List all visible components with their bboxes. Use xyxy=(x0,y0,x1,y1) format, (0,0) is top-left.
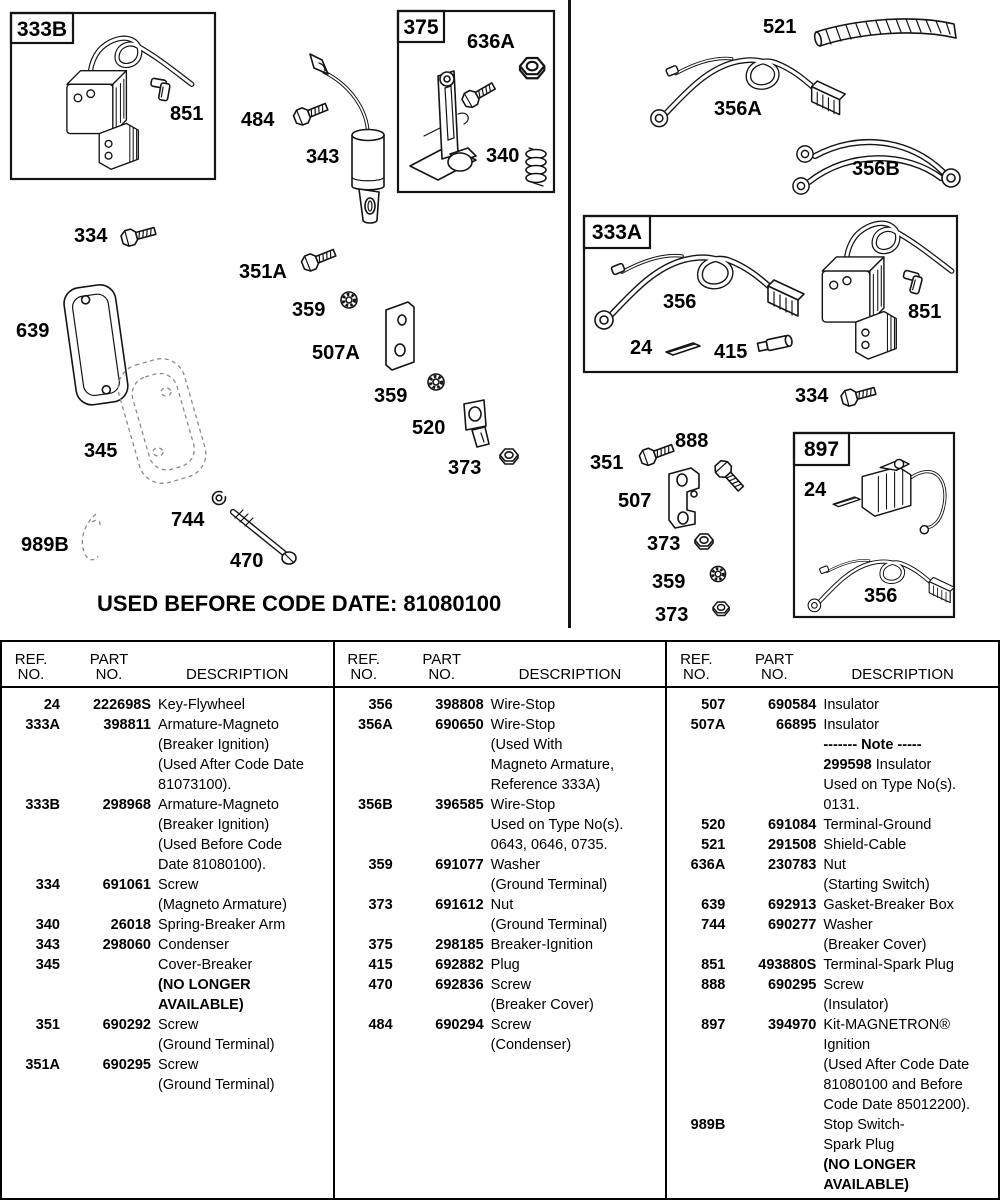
condenser-343-illustration xyxy=(310,54,384,223)
ref-no-cell: 851 xyxy=(701,957,726,973)
ref-no-cell: 356 xyxy=(368,697,393,713)
magneto-screw-334a-illustration xyxy=(120,223,157,247)
ref-no-cell: 415 xyxy=(368,957,393,973)
ref-no-cell: 639 xyxy=(701,897,726,913)
description-cell: Wire-Stop Used on Type No(s). 0643, 0646, 0735. xyxy=(490,797,624,853)
callout-24b: 24 xyxy=(804,479,827,501)
part-no-cell xyxy=(732,1115,816,1195)
description-cell: Screw (Magneto Armature) xyxy=(158,877,287,913)
part-no-header: PART NO. xyxy=(755,651,794,683)
part-no-cell: 690292 xyxy=(102,1017,151,1033)
ground-screw-351-illustration xyxy=(638,440,675,467)
callout-373b: 373 xyxy=(647,533,681,555)
callout-636A: 636A xyxy=(467,31,515,53)
ground-washer-359b-illustration xyxy=(428,374,444,390)
table-column-body xyxy=(335,688,666,1055)
insulator-507a-illustration xyxy=(386,302,414,370)
callout-359c: 359 xyxy=(652,571,686,593)
callout-334a: 334 xyxy=(74,225,108,247)
callout-744: 744 xyxy=(171,509,205,531)
part-no-cell: 298060 xyxy=(102,937,151,953)
description-cell: Cover-Breaker (NO LONGER AVAILABLE) xyxy=(158,957,253,1013)
part-no-cell: 690294 xyxy=(435,1017,484,1033)
ref-no-cell: 520 xyxy=(701,817,726,833)
table-column-3 xyxy=(667,642,998,1198)
description-cell: Armature-Magneto (Breaker Ignition) (Used Before Code Date 81080100). xyxy=(158,797,283,873)
shield-cable-521-illustration xyxy=(813,19,956,47)
table-row xyxy=(667,955,998,975)
callout-521: 521 xyxy=(763,16,797,38)
callout-851b: 851 xyxy=(908,301,942,323)
caption-used-before-code-date: USED BEFORE CODE DATE: 81080100 xyxy=(97,591,502,616)
description-cell: Screw (Condenser) xyxy=(490,1017,572,1053)
table-row xyxy=(2,955,333,1015)
part-no-cell: 394970 xyxy=(767,1017,817,1033)
description-cell: Breaker-Ignition xyxy=(490,937,594,953)
description-cell: Key-Flywheel xyxy=(158,697,246,713)
callout-24a: 24 xyxy=(630,337,653,359)
table-column-2 xyxy=(335,642,668,1198)
insulator-screw-888-illustration xyxy=(712,458,747,494)
table-row xyxy=(667,815,998,835)
description-cell: Screw (Breaker Cover) xyxy=(490,977,594,1013)
table-row xyxy=(667,1115,998,1195)
ground-nut-373a-illustration xyxy=(500,449,518,464)
armature-magneto-333a-illustration xyxy=(822,223,951,359)
description-cell: Shield-Cable xyxy=(823,837,907,853)
plug-415-illustration xyxy=(757,335,793,353)
table-row xyxy=(2,1055,333,1095)
part-no-cell: 690295 xyxy=(767,977,817,993)
ref-no-cell: 334 xyxy=(35,877,60,893)
ref-no-cell: 356B xyxy=(358,797,393,813)
ref-no-cell: 507 xyxy=(701,697,726,713)
stop-switch-989b-illustration xyxy=(82,514,100,560)
callout-415: 415 xyxy=(714,341,748,363)
part-no-cell: 493880S xyxy=(758,957,817,973)
callout-520: 520 xyxy=(412,417,446,439)
table-row xyxy=(667,695,998,715)
table-row xyxy=(667,915,998,955)
description-cell: Insulator xyxy=(823,697,879,713)
table-column-body xyxy=(667,688,998,1195)
callout-351: 351 xyxy=(590,452,624,474)
table-row xyxy=(667,715,998,815)
ref-no-cell: 340 xyxy=(35,917,60,933)
table-row xyxy=(335,895,666,935)
description-cell: Kit-MAGNETRON® Ignition (Used After Code Date 81080100 and Before Code Date 85012200). xyxy=(823,1017,971,1113)
part-no-cell: 691061 xyxy=(102,877,151,893)
part-no-cell: 690650 xyxy=(435,717,484,733)
breaker-cover-washer-744-illustration xyxy=(213,492,226,505)
ref-no-cell: 989B xyxy=(690,1117,726,1133)
table-row xyxy=(335,955,666,975)
callout-507A: 507A xyxy=(312,342,360,364)
ref-no-cell: 24 xyxy=(43,697,60,713)
table-row xyxy=(667,975,998,1015)
table-column-1 xyxy=(2,642,335,1198)
part-no-cell: 26018 xyxy=(110,917,151,933)
table-row xyxy=(2,795,333,875)
table-row xyxy=(667,895,998,915)
breaker-cover-345-illustration xyxy=(113,353,212,489)
description-header: DESCRIPTION xyxy=(186,666,289,683)
ground-nut-373c-illustration xyxy=(713,602,729,616)
callout-356-897: 356 xyxy=(864,585,898,607)
ref-no-cell: 375 xyxy=(368,937,393,953)
table-row xyxy=(335,795,666,855)
description-cell: Screw (Insulator) xyxy=(823,977,889,1013)
description-header: DESCRIPTION xyxy=(851,666,954,683)
callout-351A: 351A xyxy=(239,261,287,283)
description-cell: Terminal-Ground xyxy=(823,817,932,833)
callout-359a: 359 xyxy=(292,299,326,321)
part-no-cell: 692913 xyxy=(767,897,817,913)
table-row xyxy=(667,835,998,855)
callout-373c: 373 xyxy=(655,604,689,626)
part-no-cell: 396585 xyxy=(435,797,484,813)
table-column-body xyxy=(2,688,333,1095)
part-no-cell: 691077 xyxy=(435,857,484,873)
part-no-cell: 222698S xyxy=(92,697,151,713)
description-header: DESCRIPTION xyxy=(518,666,622,683)
description-cell: Wire-Stop xyxy=(490,697,556,713)
ref-no-cell: 343 xyxy=(35,937,60,953)
table-row xyxy=(335,935,666,955)
description-cell: Terminal-Spark Plug xyxy=(823,957,954,973)
table-row xyxy=(2,1015,333,1055)
table-header xyxy=(667,642,998,688)
description-cell: Gasket-Breaker Box xyxy=(823,897,954,913)
callout-356B: 356B xyxy=(852,158,900,180)
callout-989B: 989B xyxy=(21,534,69,556)
box-label-333B: 333B xyxy=(16,18,68,41)
table-header xyxy=(2,642,333,688)
part-no-cell: 691612 xyxy=(435,897,484,913)
callout-851a: 851 xyxy=(170,103,204,125)
description-cell: Nut (Starting Switch) xyxy=(823,857,930,893)
ref-no-cell: 888 xyxy=(701,977,726,993)
description-cell: Washer (Ground Terminal) xyxy=(490,857,608,893)
parts-list-table xyxy=(0,640,1000,1200)
ref-no-cell: 359 xyxy=(368,857,393,873)
description-cell: Screw (Ground Terminal) xyxy=(158,1057,275,1093)
ground-nut-373b-illustration xyxy=(695,534,713,549)
table-row xyxy=(335,975,666,1015)
description-cell: Washer (Breaker Cover) xyxy=(823,917,927,953)
callout-888: 888 xyxy=(675,430,709,452)
ground-screw-351a-illustration xyxy=(300,245,338,273)
ref-no-cell: 507A xyxy=(690,717,726,733)
callout-343: 343 xyxy=(306,146,340,168)
table-row xyxy=(2,915,333,935)
ground-terminal-520-illustration xyxy=(464,400,489,447)
ref-no-cell: 897 xyxy=(701,1017,726,1033)
part-no-cell: 690277 xyxy=(767,917,817,933)
ground-washer-359c-illustration xyxy=(710,566,725,581)
part-no-cell: 66895 xyxy=(776,717,817,733)
part-no-cell xyxy=(67,955,151,1015)
breaker-ignition-375-illustration xyxy=(410,71,497,180)
box-label-333A: 333A xyxy=(591,221,643,244)
ref-no-cell: 484 xyxy=(368,1017,393,1033)
description-cell: Condenser xyxy=(158,937,229,953)
table-row xyxy=(335,695,666,715)
part-no-cell: 691084 xyxy=(767,817,817,833)
flywheel-key-24b-illustration xyxy=(833,497,860,507)
part-no-cell: 298968 xyxy=(102,797,151,813)
table-row xyxy=(335,1015,666,1055)
table-row xyxy=(2,875,333,915)
part-no-cell: 291508 xyxy=(767,837,817,853)
ref-no-cell: 351 xyxy=(35,1017,60,1033)
callout-484: 484 xyxy=(241,109,275,131)
description-cell: Insulator ------- Note ----- 299598 Insulator Used on Type No(s). 0131. xyxy=(823,717,957,813)
ref-no-cell: 744 xyxy=(701,917,726,933)
ground-washer-359a-illustration xyxy=(341,292,357,308)
table-row xyxy=(667,1015,998,1115)
callout-356A: 356A xyxy=(714,98,762,120)
table-row xyxy=(2,695,333,715)
ref-no-cell: 373 xyxy=(368,897,393,913)
starting-switch-nut-636a-illustration xyxy=(520,58,544,78)
spark-plug-terminal-851b-illustration xyxy=(900,270,924,294)
description-cell: Spring-Breaker Arm xyxy=(158,917,286,933)
table-row xyxy=(667,855,998,895)
insulator-507-illustration xyxy=(669,468,699,528)
flywheel-key-24-illustration xyxy=(666,343,700,355)
callout-345: 345 xyxy=(84,440,118,462)
box-label-375: 375 xyxy=(403,16,439,39)
callout-373a: 373 xyxy=(448,457,482,479)
ref-no-cell: 345 xyxy=(35,957,60,973)
table-row xyxy=(2,715,333,795)
table-header xyxy=(335,642,666,688)
ref-no-cell: 356A xyxy=(358,717,393,733)
wire-stop-356-illustration xyxy=(595,256,804,329)
part-no-cell: 298185 xyxy=(435,937,484,953)
part-no-cell: 398811 xyxy=(103,717,151,733)
breaker-arm-spring-340-illustration xyxy=(526,148,546,186)
part-no-cell: 690295 xyxy=(102,1057,151,1073)
magnetron-kit-897-illustration xyxy=(862,460,945,534)
diagram-divider-line xyxy=(568,0,571,628)
ref-no-cell: 333B xyxy=(25,797,60,813)
callout-334b: 334 xyxy=(795,385,829,407)
table-row xyxy=(335,855,666,895)
box-label-897: 897 xyxy=(803,438,840,461)
description-cell: Screw (Ground Terminal) xyxy=(158,1017,275,1053)
condenser-screw-484-illustration xyxy=(292,99,330,127)
part-no-cell: 692882 xyxy=(435,957,484,973)
table-row xyxy=(335,715,666,795)
callout-470: 470 xyxy=(230,550,264,572)
callout-639: 639 xyxy=(16,320,50,342)
ref-no-cell: 470 xyxy=(368,977,393,993)
callout-340: 340 xyxy=(486,145,520,167)
breaker-box-gasket-639-illustration xyxy=(62,283,130,407)
ref-no-cell: 333A xyxy=(25,717,60,733)
description-cell: Wire-Stop (Used With Magneto Armature, Reference 333A) xyxy=(490,717,614,793)
ref-no-header: REF. NO. xyxy=(347,651,380,683)
ref-no-header: REF. NO. xyxy=(14,651,48,683)
part-no-cell: 690584 xyxy=(767,697,817,713)
table-row xyxy=(2,935,333,955)
magneto-screw-334b-illustration xyxy=(840,383,877,407)
part-no-cell: 692836 xyxy=(435,977,484,993)
spark-plug-terminal-851a-illustration xyxy=(149,78,171,101)
ref-no-cell: 351A xyxy=(25,1057,60,1073)
description-cell: Nut (Ground Terminal) xyxy=(490,897,608,933)
description-cell: Armature-Magneto (Breaker Ignition) (Used After Code Date 81073100). xyxy=(158,717,304,793)
ref-no-cell: 636A xyxy=(690,857,726,873)
callout-507: 507 xyxy=(618,490,652,512)
callout-359b: 359 xyxy=(374,385,408,407)
part-no-cell: 230783 xyxy=(767,857,817,873)
part-no-header: PART NO. xyxy=(89,651,129,683)
ref-no-cell: 521 xyxy=(701,837,726,853)
ref-no-header: REF. NO. xyxy=(680,651,713,683)
part-no-cell: 398808 xyxy=(435,697,484,713)
description-cell: Plug xyxy=(490,957,520,973)
part-no-header: PART NO. xyxy=(422,651,461,683)
callout-356: 356 xyxy=(663,291,697,313)
description-cell: Stop Switch- Spark Plug (NO LONGER AVAILABLE) xyxy=(823,1117,916,1193)
